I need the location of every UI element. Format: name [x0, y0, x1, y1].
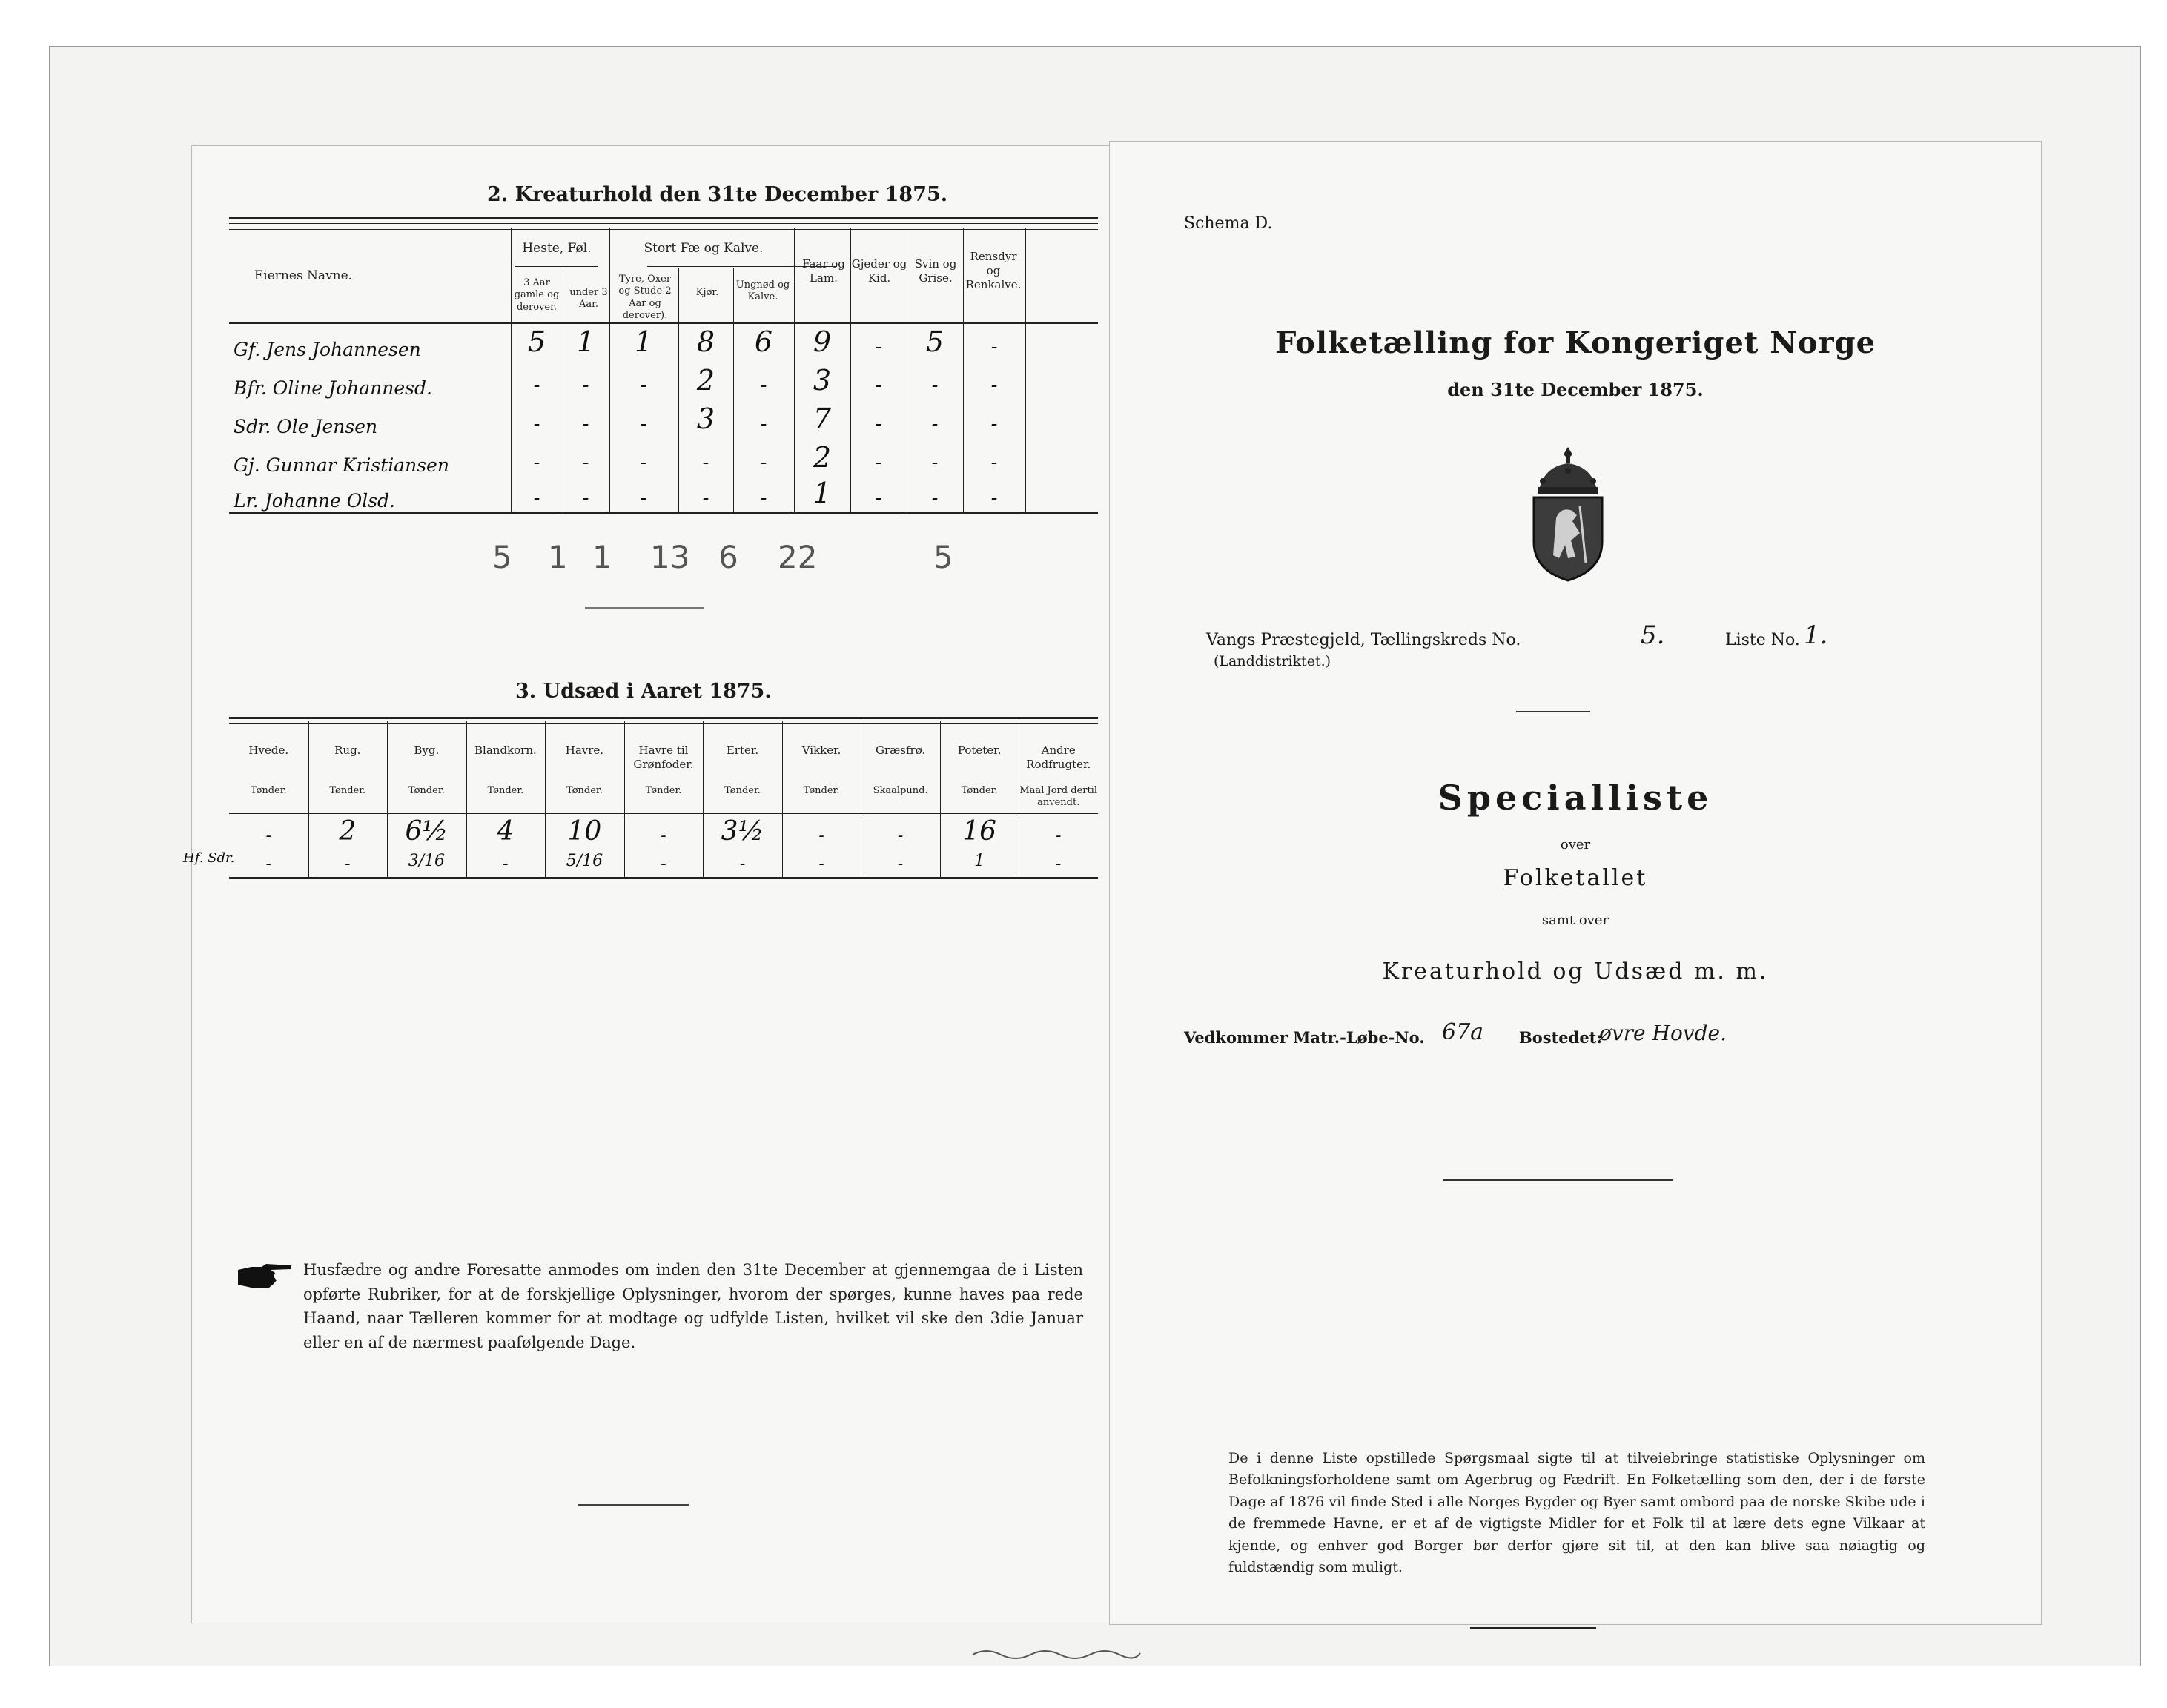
section2-heading: 2. Kreaturhold den 31te December 1875. — [487, 183, 948, 206]
livestock-count-cell: - — [760, 451, 767, 474]
seed-column-header: Blandkorn. — [474, 744, 537, 757]
seed-value-cell: - — [897, 827, 904, 845]
specialliste-title: Specialliste — [1438, 778, 1713, 818]
livestock-count-cell: - — [640, 413, 647, 435]
seed-value-cell: 10 — [567, 816, 602, 847]
livestock-count-cell: 2 — [696, 364, 715, 397]
livestock-count-cell: 8 — [696, 325, 715, 358]
livestock-count-cell: 1 — [813, 477, 832, 509]
matr-label: Vedkommer Matr.-Løbe-No. — [1184, 1028, 1425, 1047]
livestock-count-cell: - — [582, 374, 589, 397]
seed-column-unit: Tønder. — [645, 785, 682, 796]
rule — [229, 813, 1098, 814]
pointing-hand-icon — [236, 1262, 294, 1292]
livestock-count-cell: 5 — [925, 325, 944, 358]
rule — [515, 266, 598, 267]
col-reindeer: Rensdyr og Renkalve. — [965, 250, 1022, 291]
livestock-count-cell: - — [640, 487, 647, 509]
seed-value-cell: 4 — [497, 816, 515, 847]
livestock-owner-name: Bfr. Oline Johannesd. — [234, 377, 432, 399]
livestock-count-cell: - — [875, 374, 882, 397]
livestock-count-cell: - — [702, 451, 709, 474]
livestock-count-cell: - — [582, 487, 589, 509]
seed-value-cell: 16 — [962, 816, 997, 847]
right-page — [1109, 141, 2042, 1625]
livestock-count-cell: - — [931, 451, 939, 474]
col-owner-header: Eiernes Navne. — [254, 268, 353, 283]
seed-column-unit: Tønder. — [724, 785, 761, 796]
livestock-count-cell: - — [990, 487, 998, 509]
rule — [585, 607, 704, 609]
col-divider — [850, 228, 851, 514]
notice-text: Husfædre og andre Foresatte anmodes om inden den 31te December at gjennemgaa de i Listen opførte Rubriker, for at de forskjellige Oplysninger, hvorom der spørges, kunne haves paa rede Haand, naar Tælleren kommer for at modtage og udfylde Listen, hvilket vil ske den 3die Januar eller en af de nærmest paafølgende Dage. — [303, 1261, 1083, 1351]
livestock-count-cell: - — [533, 451, 540, 474]
seed-column-header: Byg. — [414, 744, 440, 757]
folketallet-label: Folketallet — [1503, 865, 1648, 891]
rule — [229, 877, 1098, 879]
norwegian-coat-of-arms-icon — [1523, 444, 1612, 583]
livestock-count-cell: - — [640, 451, 647, 474]
seed-column-header: Græsfrø. — [876, 744, 926, 757]
livestock-count-cell: 3 — [696, 403, 715, 435]
livestock-count-cell: - — [990, 374, 998, 397]
livestock-count-cell: 1 — [634, 325, 653, 358]
seed-value-cell: - — [1056, 827, 1062, 845]
bosted-label: Bostedet: — [1519, 1028, 1603, 1047]
seed-column-header: Hvede. — [248, 744, 289, 757]
horses-group-header: Heste, Føl. — [522, 241, 592, 256]
seed-row-label: Hf. Sdr. — [183, 850, 235, 866]
rule — [229, 322, 1098, 324]
col-young-cattle: Ungnød og Kalve. — [735, 279, 790, 303]
livestock-count-cell: - — [582, 451, 589, 474]
livestock-count-cell: 3 — [813, 364, 832, 397]
col-divider — [733, 268, 734, 514]
livestock-count-cell: - — [533, 487, 540, 509]
livestock-count-cell: - — [931, 374, 939, 397]
seed-column-unit: Tønder. — [250, 785, 287, 796]
liste-number: 1. — [1804, 620, 1828, 650]
seed-column-header: Vikker. — [801, 744, 841, 757]
livestock-owner-name: Lr. Johanne Olsd. — [234, 490, 395, 512]
col-horses-under3: under 3 Aar. — [569, 287, 608, 311]
liste-label: Liste No. — [1725, 631, 1800, 649]
left-page — [183, 145, 1112, 1623]
livestock-count-cell: - — [875, 487, 882, 509]
livestock-total: 5 — [492, 539, 512, 575]
section3-heading: 3. Udsæd i Aaret 1875. — [515, 680, 772, 703]
livestock-owner-name: Sdr. Ole Jensen — [234, 416, 378, 437]
seed-value-cell: - — [818, 855, 824, 873]
form-title: Folketælling for Kongeriget Norge — [1274, 325, 1876, 360]
seed-column-unit: Skaalpund. — [873, 785, 928, 796]
rule — [229, 512, 1098, 514]
seed-value-cell: - — [661, 827, 666, 845]
scribble-mark — [971, 1646, 1142, 1661]
livestock-count-cell: 6 — [754, 325, 773, 358]
samt-over-label: samt over — [1541, 913, 1609, 928]
seed-column-unit: Tønder. — [487, 785, 524, 796]
livestock-count-cell: - — [582, 413, 589, 435]
district-number: 5. — [1641, 620, 1665, 650]
seed-column-header: Havre til Grønfoder. — [633, 744, 694, 771]
livestock-count-cell: - — [931, 413, 939, 435]
livestock-total: 1 — [592, 539, 612, 575]
seed-value-cell: - — [897, 855, 904, 873]
livestock-total: 1 — [548, 539, 568, 575]
seed-value-cell: - — [265, 827, 271, 845]
seed-value-cell: 5/16 — [566, 852, 603, 870]
livestock-total: 22 — [778, 539, 818, 575]
explanatory-paragraph: De i denne Liste opstillede Spørgsmaal sigte til at tilveiebringe statistiske Oplysninger om Befolkningsforholdene samt om Agerbrug og Fædrift. En Folketælling som den, der i de første Dage af 1876 vil finde Sted i alle Norges Bygder og Byer samt ombord paa de norske Skibe ude i de fremmede Havne, er et af de vigtigste Midler for et Folk til at lære dets egne Vilkaar at kjende, og enhver god Borger bør derfor gjøre sit til, at den kan blive saa nøiagtig og fuldstændig som muligt. — [1228, 1450, 1925, 1576]
livestock-total: 5 — [933, 539, 953, 575]
col-divider — [963, 228, 964, 514]
seed-value-cell: - — [818, 827, 824, 845]
col-sheep: Faar og Lam. — [802, 257, 845, 285]
livestock-count-cell: - — [875, 336, 882, 358]
schema-label: Schema D. — [1184, 214, 1273, 233]
seed-column-header: Poteter. — [957, 744, 1002, 757]
rule — [1470, 1627, 1596, 1629]
col-horses-3yr: 3 Aar gamle og derover. — [514, 277, 560, 313]
col-goats: Gjeder og Kid. — [851, 257, 907, 285]
district-sub: (Landdistriktet.) — [1214, 653, 1331, 669]
seed-value-cell: - — [739, 855, 746, 873]
seed-value-cell: - — [1056, 855, 1062, 873]
seed-column-header: Rug. — [334, 744, 361, 757]
seed-value-cell: 6½ — [405, 816, 449, 847]
livestock-total: 13 — [650, 539, 690, 575]
seed-column-header: Andre Rodfrugter. — [1026, 744, 1091, 771]
livestock-count-cell: - — [760, 487, 767, 509]
rule — [229, 717, 1098, 719]
district-prefix: Vangs Præstegjeld, Tællingskreds No. — [1206, 631, 1521, 649]
seed-value-cell: - — [345, 855, 351, 873]
livestock-total: 6 — [718, 539, 738, 575]
seed-column-unit: Tønder. — [566, 785, 603, 796]
livestock-count-cell: - — [702, 487, 709, 509]
livestock-count-cell: - — [990, 336, 998, 358]
livestock-owner-name: Gf. Jens Johannesen — [234, 339, 421, 360]
livestock-count-cell: - — [875, 413, 882, 435]
form-date: den 31te December 1875. — [1447, 379, 1704, 400]
livestock-count-cell: 7 — [813, 403, 832, 435]
seed-column-unit: Tønder. — [329, 785, 366, 796]
col-divider — [1025, 228, 1026, 514]
rule — [578, 1504, 689, 1506]
col-oxen: Tyre, Oxer og Stude 2 Aar og derover). — [618, 274, 672, 321]
seed-column-unit: Tønder. — [408, 785, 445, 796]
livestock-count-cell: - — [760, 374, 767, 397]
livestock-count-cell: - — [875, 451, 882, 474]
seed-column-unit: Maal Jord dertil anvendt. — [1019, 785, 1097, 809]
rule — [1516, 711, 1590, 712]
cattle-group-header: Stort Fæ og Kalve. — [644, 241, 764, 256]
livestock-count-cell: 9 — [813, 325, 832, 358]
bosted-value: øvre Hovde. — [1599, 1021, 1727, 1045]
livestock-count-cell: 2 — [813, 441, 832, 474]
seed-value-cell: 3½ — [721, 816, 764, 847]
livestock-count-cell: - — [931, 487, 939, 509]
livestock-count-cell: - — [640, 374, 647, 397]
matr-value: 67a — [1442, 1019, 1484, 1045]
rule — [1443, 1179, 1673, 1181]
livestock-count-cell: 5 — [527, 325, 546, 358]
kreaturhold-label: Kreaturhold og Udsæd m. m. — [1382, 959, 1769, 984]
livestock-count-cell: 1 — [576, 325, 595, 358]
rule — [229, 217, 1098, 219]
livestock-count-cell: - — [990, 413, 998, 435]
seed-column-header: Havre. — [565, 744, 604, 757]
over-label: over — [1560, 837, 1591, 853]
rule — [229, 223, 1098, 224]
seed-value-cell: - — [503, 855, 509, 873]
seed-value-cell: 1 — [974, 852, 985, 870]
col-pigs: Svin og Grise. — [914, 257, 957, 285]
livestock-count-cell: - — [533, 374, 540, 397]
livestock-count-cell: - — [533, 413, 540, 435]
livestock-owner-name: Gj. Gunnar Kristiansen — [234, 454, 449, 476]
seed-column-unit: Tønder. — [803, 785, 840, 796]
seed-value-cell: - — [265, 855, 271, 873]
rule — [229, 229, 1098, 230]
seed-value-cell: 3/16 — [408, 852, 446, 870]
seed-value-cell: - — [661, 855, 666, 873]
seed-column-unit: Tønder. — [961, 785, 998, 796]
rule — [229, 723, 1098, 724]
livestock-count-cell: - — [760, 413, 767, 435]
seed-value-cell: 2 — [339, 816, 357, 847]
col-cows: Kjør. — [695, 287, 719, 298]
seed-column-header: Erter. — [726, 744, 759, 757]
livestock-count-cell: - — [990, 451, 998, 474]
